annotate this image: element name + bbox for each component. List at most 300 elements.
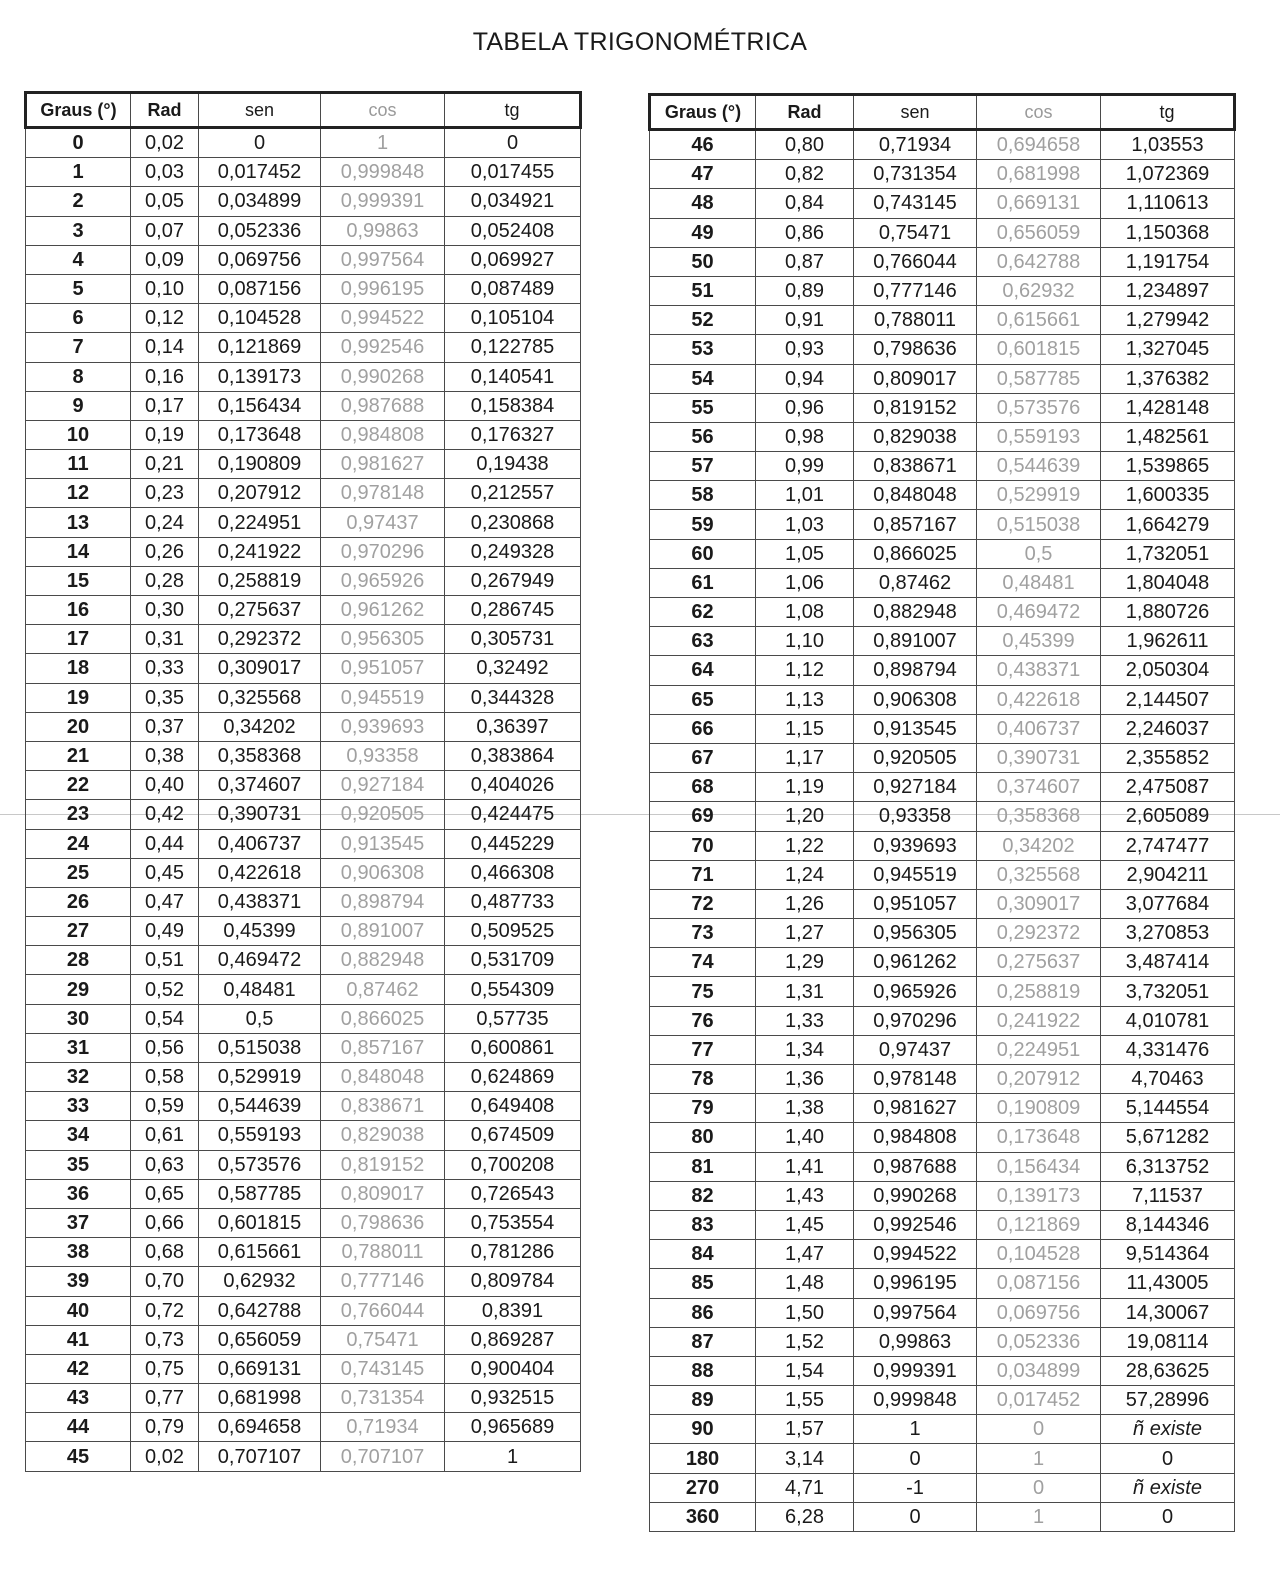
degrees-cell: 59: [650, 510, 756, 539]
radians-cell: 0,87: [756, 247, 854, 276]
page-title: TABELA TRIGONOMÉTRICA: [472, 28, 808, 56]
tangent-cell: 0,649408: [445, 1092, 581, 1121]
cosine-cell: 1: [977, 1502, 1101, 1531]
table-row: [26, 829, 581, 858]
table-row: [26, 216, 581, 245]
cosine-cell: 0,207912: [977, 1065, 1101, 1094]
radians-cell: 0,84: [756, 189, 854, 218]
tangent-cell: 0,554309: [445, 975, 581, 1004]
sine-cell: 0,390731: [199, 800, 321, 829]
table-row: [650, 598, 1235, 627]
degrees-cell: 31: [26, 1033, 131, 1062]
table-row: [650, 1444, 1235, 1473]
cosine-cell: 0,99863: [321, 216, 445, 245]
sine-cell: 0,615661: [199, 1238, 321, 1267]
table-row: [650, 393, 1235, 422]
degrees-cell: 52: [650, 306, 756, 335]
cosine-cell: 0,970296: [321, 537, 445, 566]
degrees-cell: 83: [650, 1210, 756, 1239]
sine-cell: 0,99863: [854, 1327, 977, 1356]
tangent-cell: 0,466308: [445, 858, 581, 887]
cosine-cell: 0,515038: [977, 510, 1101, 539]
sine-cell: 0,422618: [199, 858, 321, 887]
degrees-cell: 21: [26, 741, 131, 770]
radians-cell: 1,05: [756, 539, 854, 568]
cosine-cell: 0,34202: [977, 831, 1101, 860]
tangent-cell: 1,191754: [1101, 247, 1235, 276]
degrees-cell: 30: [26, 1004, 131, 1033]
degrees-cell: 22: [26, 771, 131, 800]
degrees-cell: 43: [26, 1384, 131, 1413]
tangent-cell: 1,376382: [1101, 364, 1235, 393]
degrees-cell: 86: [650, 1298, 756, 1327]
sine-cell: 0,978148: [854, 1065, 977, 1094]
tangent-cell: 0,531709: [445, 946, 581, 975]
table-row: [26, 771, 581, 800]
header-cosine: cos: [977, 95, 1101, 130]
sine-cell: 0,848048: [854, 481, 977, 510]
degrees-cell: 81: [650, 1152, 756, 1181]
degrees-cell: 54: [650, 364, 756, 393]
sine-cell: 0,62932: [199, 1267, 321, 1296]
cosine-cell: 0,406737: [977, 714, 1101, 743]
radians-cell: 0,80: [756, 130, 854, 160]
sine-cell: 0,984808: [854, 1123, 977, 1152]
sine-cell: 0,156434: [199, 391, 321, 420]
tangent-cell: 2,904211: [1101, 860, 1235, 889]
cosine-cell: 1: [977, 1444, 1101, 1473]
radians-cell: 0,59: [131, 1092, 199, 1121]
cosine-cell: 0,5: [977, 539, 1101, 568]
degrees-cell: 60: [650, 539, 756, 568]
tangent-cell: 0,600861: [445, 1033, 581, 1062]
radians-cell: 0,03: [131, 158, 199, 187]
degrees-cell: 28: [26, 946, 131, 975]
degrees-cell: 44: [26, 1413, 131, 1442]
radians-cell: 0,96: [756, 393, 854, 422]
radians-cell: 1,12: [756, 656, 854, 685]
table-row: [650, 1327, 1235, 1356]
tangent-cell: 0: [1101, 1444, 1235, 1473]
tangent-cell: 1,428148: [1101, 393, 1235, 422]
degrees-cell: 20: [26, 712, 131, 741]
cosine-cell: 0,669131: [977, 189, 1101, 218]
tangent-cell: 0,36397: [445, 712, 581, 741]
cosine-cell: 0,62932: [977, 276, 1101, 305]
sine-cell: 0,544639: [199, 1092, 321, 1121]
cosine-cell: 0,052336: [977, 1327, 1101, 1356]
sine-cell: 0,731354: [854, 160, 977, 189]
header-tangent: tg: [445, 93, 581, 128]
tangent-cell: 0,509525: [445, 917, 581, 946]
degrees-cell: 55: [650, 393, 756, 422]
radians-cell: 0,05: [131, 187, 199, 216]
degrees-cell: 53: [650, 335, 756, 364]
degrees-cell: 17: [26, 625, 131, 654]
table-row: [650, 889, 1235, 918]
sine-cell: 0,987688: [854, 1152, 977, 1181]
degrees-cell: 64: [650, 656, 756, 685]
table-row: [650, 685, 1235, 714]
cosine-cell: 0,573576: [977, 393, 1101, 422]
radians-cell: 0,21: [131, 450, 199, 479]
tangent-cell: 0,087489: [445, 274, 581, 303]
sine-cell: 0,913545: [854, 714, 977, 743]
tangent-cell: 4,010781: [1101, 1006, 1235, 1035]
radians-cell: 1,20: [756, 802, 854, 831]
tangent-cell: 28,63625: [1101, 1356, 1235, 1385]
degrees-cell: 51: [650, 276, 756, 305]
degrees-cell: 4: [26, 245, 131, 274]
cosine-cell: 0,173648: [977, 1123, 1101, 1152]
sine-cell: 0,75471: [854, 218, 977, 247]
degrees-cell: 8: [26, 362, 131, 391]
degrees-cell: 36: [26, 1179, 131, 1208]
sine-cell: 0,5: [199, 1004, 321, 1033]
degrees-cell: 15: [26, 566, 131, 595]
cosine-cell: 0,951057: [321, 654, 445, 683]
cosine-cell: 0,390731: [977, 743, 1101, 772]
sine-cell: 0,838671: [854, 452, 977, 481]
sine-cell: 0,819152: [854, 393, 977, 422]
sine-cell: 0,681998: [199, 1384, 321, 1413]
cosine-cell: 0,984808: [321, 420, 445, 449]
tangent-cell: 1,072369: [1101, 160, 1235, 189]
radians-cell: 0,52: [131, 975, 199, 1004]
tangent-cell: 3,077684: [1101, 889, 1235, 918]
tangent-cell: 0,069927: [445, 245, 581, 274]
cosine-cell: 0,981627: [321, 450, 445, 479]
table-row: [650, 130, 1235, 160]
radians-cell: 0,38: [131, 741, 199, 770]
cosine-cell: 0,707107: [321, 1442, 445, 1471]
cosine-cell: 0,309017: [977, 889, 1101, 918]
table-row: [650, 306, 1235, 335]
table-row: [650, 276, 1235, 305]
radians-cell: 4,71: [756, 1473, 854, 1502]
radians-cell: 1,52: [756, 1327, 854, 1356]
cosine-cell: 0,642788: [977, 247, 1101, 276]
radians-cell: 1,43: [756, 1181, 854, 1210]
table-row: [26, 1150, 581, 1179]
radians-cell: 0,56: [131, 1033, 199, 1062]
sine-cell: 0,956305: [854, 919, 977, 948]
tangent-cell: ñ existe: [1101, 1473, 1235, 1502]
degrees-cell: 26: [26, 887, 131, 916]
table-body-right: [650, 130, 1235, 1532]
cosine-cell: 0,156434: [977, 1152, 1101, 1181]
radians-cell: 0,31: [131, 625, 199, 654]
sine-cell: 0,93358: [854, 802, 977, 831]
tangent-cell: 2,050304: [1101, 656, 1235, 685]
degrees-cell: 85: [650, 1269, 756, 1298]
sine-cell: 0,469472: [199, 946, 321, 975]
degrees-cell: 71: [650, 860, 756, 889]
tangent-cell: 0,017455: [445, 158, 581, 187]
radians-cell: 1,36: [756, 1065, 854, 1094]
cosine-cell: 0,069756: [977, 1298, 1101, 1327]
sine-cell: 0,656059: [199, 1325, 321, 1354]
tangent-cell: 2,747477: [1101, 831, 1235, 860]
table-row: [26, 654, 581, 683]
sine-cell: 0: [854, 1444, 977, 1473]
cosine-cell: 0,374607: [977, 773, 1101, 802]
tangent-cell: 1,279942: [1101, 306, 1235, 335]
sine-cell: 0,992546: [854, 1210, 977, 1239]
table-row: [26, 1325, 581, 1354]
degrees-cell: 27: [26, 917, 131, 946]
sine-cell: 0,994522: [854, 1240, 977, 1269]
cosine-cell: 0,788011: [321, 1238, 445, 1267]
radians-cell: 0,58: [131, 1063, 199, 1092]
cosine-cell: 0,034899: [977, 1356, 1101, 1385]
degrees-cell: 33: [26, 1092, 131, 1121]
sine-cell: 0,069756: [199, 245, 321, 274]
cosine-cell: 0,258819: [977, 977, 1101, 1006]
degrees-cell: 76: [650, 1006, 756, 1035]
degrees-cell: 11: [26, 450, 131, 479]
table-row: [650, 1502, 1235, 1531]
sine-cell: 0,017452: [199, 158, 321, 187]
radians-cell: 0,73: [131, 1325, 199, 1354]
tangent-cell: 57,28996: [1101, 1386, 1235, 1415]
tangent-cell: 0,624869: [445, 1063, 581, 1092]
radians-cell: 1,50: [756, 1298, 854, 1327]
sine-cell: 0,573576: [199, 1150, 321, 1179]
table-row: [650, 1356, 1235, 1385]
tangent-cell: 7,11537: [1101, 1181, 1235, 1210]
sine-cell: 0,766044: [854, 247, 977, 276]
radians-cell: 0,72: [131, 1296, 199, 1325]
table-row: [26, 596, 581, 625]
radians-cell: 0,42: [131, 800, 199, 829]
cosine-cell: 0,529919: [977, 481, 1101, 510]
radians-cell: 1,13: [756, 685, 854, 714]
radians-cell: 0,70: [131, 1267, 199, 1296]
radians-cell: 1,01: [756, 481, 854, 510]
sine-cell: 0,743145: [854, 189, 977, 218]
sine-cell: 0,374607: [199, 771, 321, 800]
tangent-cell: 1,110613: [1101, 189, 1235, 218]
tangent-cell: 0,424475: [445, 800, 581, 829]
sine-cell: 0,999848: [854, 1386, 977, 1415]
table-row: [650, 189, 1235, 218]
degrees-cell: 12: [26, 479, 131, 508]
table-row: [650, 539, 1235, 568]
tangent-cell: 0,8391: [445, 1296, 581, 1325]
radians-cell: 0,14: [131, 333, 199, 362]
cosine-cell: 0,325568: [977, 860, 1101, 889]
cosine-cell: 0,838671: [321, 1092, 445, 1121]
degrees-cell: 56: [650, 422, 756, 451]
cosine-cell: 0,927184: [321, 771, 445, 800]
degrees-cell: 40: [26, 1296, 131, 1325]
degrees-cell: 70: [650, 831, 756, 860]
tangent-cell: 6,313752: [1101, 1152, 1235, 1181]
table-row: [26, 450, 581, 479]
tangent-cell: 1,664279: [1101, 510, 1235, 539]
table-row: [26, 187, 581, 216]
sine-cell: 0,587785: [199, 1179, 321, 1208]
degrees-cell: 16: [26, 596, 131, 625]
tangent-cell: 0,267949: [445, 566, 581, 595]
sine-cell: 0,559193: [199, 1121, 321, 1150]
table-row: [650, 218, 1235, 247]
degrees-cell: 80: [650, 1123, 756, 1152]
table-row: [26, 1413, 581, 1442]
table-header-row: [650, 95, 1235, 130]
trig-table-right: [648, 93, 1236, 1532]
sine-cell: 0,882948: [854, 598, 977, 627]
radians-cell: 0,23: [131, 479, 199, 508]
table-row: [26, 1004, 581, 1033]
tangent-cell: 1,962611: [1101, 627, 1235, 656]
degrees-cell: 68: [650, 773, 756, 802]
radians-cell: 0,86: [756, 218, 854, 247]
table-row: [26, 333, 581, 362]
degrees-cell: 62: [650, 598, 756, 627]
tangent-cell: 0,034921: [445, 187, 581, 216]
table-row: [650, 1473, 1235, 1502]
tangent-cell: 0,105104: [445, 304, 581, 333]
sine-cell: 1: [854, 1415, 977, 1444]
degrees-cell: 75: [650, 977, 756, 1006]
cosine-cell: 0,139173: [977, 1181, 1101, 1210]
degrees-cell: 6: [26, 304, 131, 333]
header-degrees: Graus (°): [26, 93, 131, 128]
tangent-cell: 1,804048: [1101, 568, 1235, 597]
sine-cell: 0,809017: [854, 364, 977, 393]
tangent-cell: 0,674509: [445, 1121, 581, 1150]
table-row: [650, 160, 1235, 189]
radians-cell: 1,08: [756, 598, 854, 627]
tangent-cell: 1,732051: [1101, 539, 1235, 568]
cosine-cell: 0,731354: [321, 1384, 445, 1413]
tangent-cell: 0,726543: [445, 1179, 581, 1208]
table-row: [26, 1267, 581, 1296]
degrees-cell: 18: [26, 654, 131, 683]
tangent-cell: 1,539865: [1101, 452, 1235, 481]
cosine-cell: 0,913545: [321, 829, 445, 858]
cosine-cell: 0: [977, 1473, 1101, 1502]
cosine-cell: 0,121869: [977, 1210, 1101, 1239]
tangent-cell: 1,327045: [1101, 335, 1235, 364]
radians-cell: 0,07: [131, 216, 199, 245]
tangent-cell: 0,158384: [445, 391, 581, 420]
radians-cell: 0,16: [131, 362, 199, 391]
radians-cell: 0,24: [131, 508, 199, 537]
radians-cell: 1,34: [756, 1035, 854, 1064]
sine-cell: 0,292372: [199, 625, 321, 654]
degrees-cell: 2: [26, 187, 131, 216]
table-row: [26, 975, 581, 1004]
radians-cell: 1,40: [756, 1123, 854, 1152]
sine-cell: 0,669131: [199, 1354, 321, 1383]
tangent-cell: 0,230868: [445, 508, 581, 537]
radians-cell: 0,47: [131, 887, 199, 916]
table-row: [26, 420, 581, 449]
header-radians: Rad: [131, 93, 199, 128]
radians-cell: 0,28: [131, 566, 199, 595]
cosine-cell: 0,956305: [321, 625, 445, 654]
degrees-cell: 14: [26, 537, 131, 566]
sine-cell: 0,515038: [199, 1033, 321, 1062]
radians-cell: 1,22: [756, 831, 854, 860]
radians-cell: 0,98: [756, 422, 854, 451]
cosine-cell: 0,965926: [321, 566, 445, 595]
radians-cell: 0,37: [131, 712, 199, 741]
table-row: [650, 773, 1235, 802]
radians-cell: 0,10: [131, 274, 199, 303]
tangent-cell: 0,122785: [445, 333, 581, 362]
sine-cell: 0,906308: [854, 685, 977, 714]
table-row: [650, 1181, 1235, 1210]
sine-cell: 0,939693: [854, 831, 977, 860]
cosine-cell: 0,920505: [321, 800, 445, 829]
sine-cell: 0,857167: [854, 510, 977, 539]
cosine-cell: 0,906308: [321, 858, 445, 887]
radians-cell: 0,94: [756, 364, 854, 393]
cosine-cell: 0,438371: [977, 656, 1101, 685]
table-row: [650, 627, 1235, 656]
table-row: [26, 917, 581, 946]
table-row: [650, 1240, 1235, 1269]
table-row: [650, 335, 1235, 364]
sine-cell: 0,866025: [854, 539, 977, 568]
degrees-cell: 79: [650, 1094, 756, 1123]
degrees-cell: 48: [650, 189, 756, 218]
radians-cell: 0,51: [131, 946, 199, 975]
table-row: [26, 537, 581, 566]
radians-cell: 0,63: [131, 1150, 199, 1179]
tangent-cell: 0,344328: [445, 683, 581, 712]
table-row: [650, 1152, 1235, 1181]
tangent-cell: 0,305731: [445, 625, 581, 654]
degrees-cell: 7: [26, 333, 131, 362]
cosine-cell: 0,798636: [321, 1208, 445, 1237]
table-row: [26, 1296, 581, 1325]
radians-cell: 0,49: [131, 917, 199, 946]
sine-cell: 0,104528: [199, 304, 321, 333]
cosine-cell: 0,694658: [977, 130, 1101, 160]
table-row: [26, 946, 581, 975]
table-row: [650, 1065, 1235, 1094]
sine-cell: 0,325568: [199, 683, 321, 712]
radians-cell: 1,27: [756, 919, 854, 948]
table-row: [26, 625, 581, 654]
sine-cell: 0,951057: [854, 889, 977, 918]
cosine-cell: 0,104528: [977, 1240, 1101, 1269]
sine-cell: 0,121869: [199, 333, 321, 362]
degrees-cell: 89: [650, 1386, 756, 1415]
cosine-cell: 0,292372: [977, 919, 1101, 948]
tangent-cell: 0: [445, 128, 581, 158]
table-row: [26, 887, 581, 916]
table-row: [26, 1033, 581, 1062]
cosine-cell: 0,656059: [977, 218, 1101, 247]
table-row: [650, 1006, 1235, 1035]
radians-cell: 0,75: [131, 1354, 199, 1383]
table-row: [650, 1415, 1235, 1444]
degrees-cell: 0: [26, 128, 131, 158]
degrees-cell: 24: [26, 829, 131, 858]
tangent-cell: 0,445229: [445, 829, 581, 858]
table-body-left: [26, 128, 581, 1472]
cosine-cell: 0,087156: [977, 1269, 1101, 1298]
tangent-cell: 1,03553: [1101, 130, 1235, 160]
radians-cell: 0,33: [131, 654, 199, 683]
sine-cell: 0,87462: [854, 568, 977, 597]
